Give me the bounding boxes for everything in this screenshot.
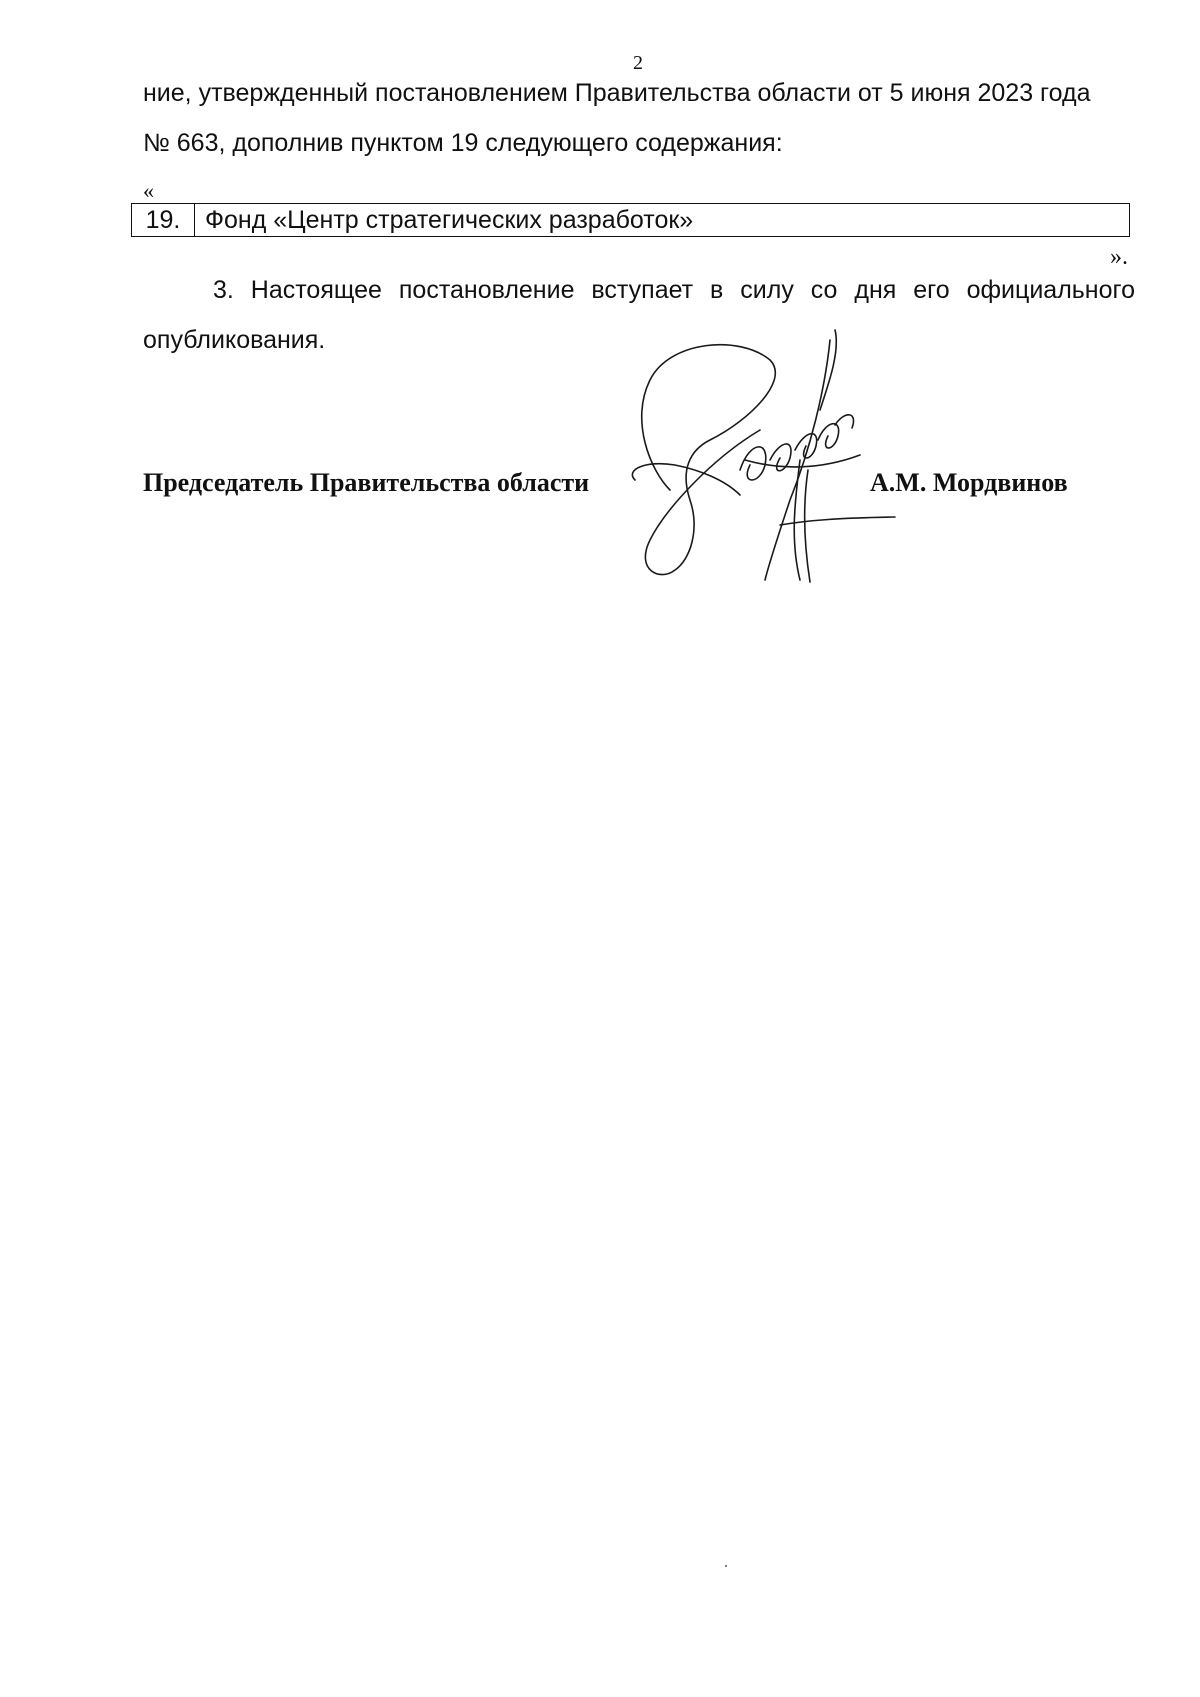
table-row-text: Фонд «Центр стратегических разработок» <box>205 206 694 234</box>
opening-quote: « <box>143 178 154 203</box>
paragraph-line-1: ние, утвержденный постановлением Правительства области от 5 июня 2023 года <box>143 79 1091 107</box>
scan-speck <box>725 1565 727 1567</box>
table-row-number: 19. <box>132 204 195 236</box>
paragraph-line-2: № 663, дополнив пунктом 19 следующего содержания: <box>143 129 783 157</box>
page-number: 2 <box>633 52 643 74</box>
signer-title: Председатель Правительства области <box>143 468 590 497</box>
paragraph-line-3: 3. Настоящее постановление вступает в силу со дня его официального <box>213 276 1135 304</box>
insert-table <box>131 203 1130 237</box>
paragraph-line-4: опубликования. <box>143 326 326 354</box>
handwritten-signature <box>630 320 950 590</box>
signer-name: А.М. Мордвинов <box>870 468 1068 497</box>
closing-quote: ». <box>1110 244 1128 270</box>
